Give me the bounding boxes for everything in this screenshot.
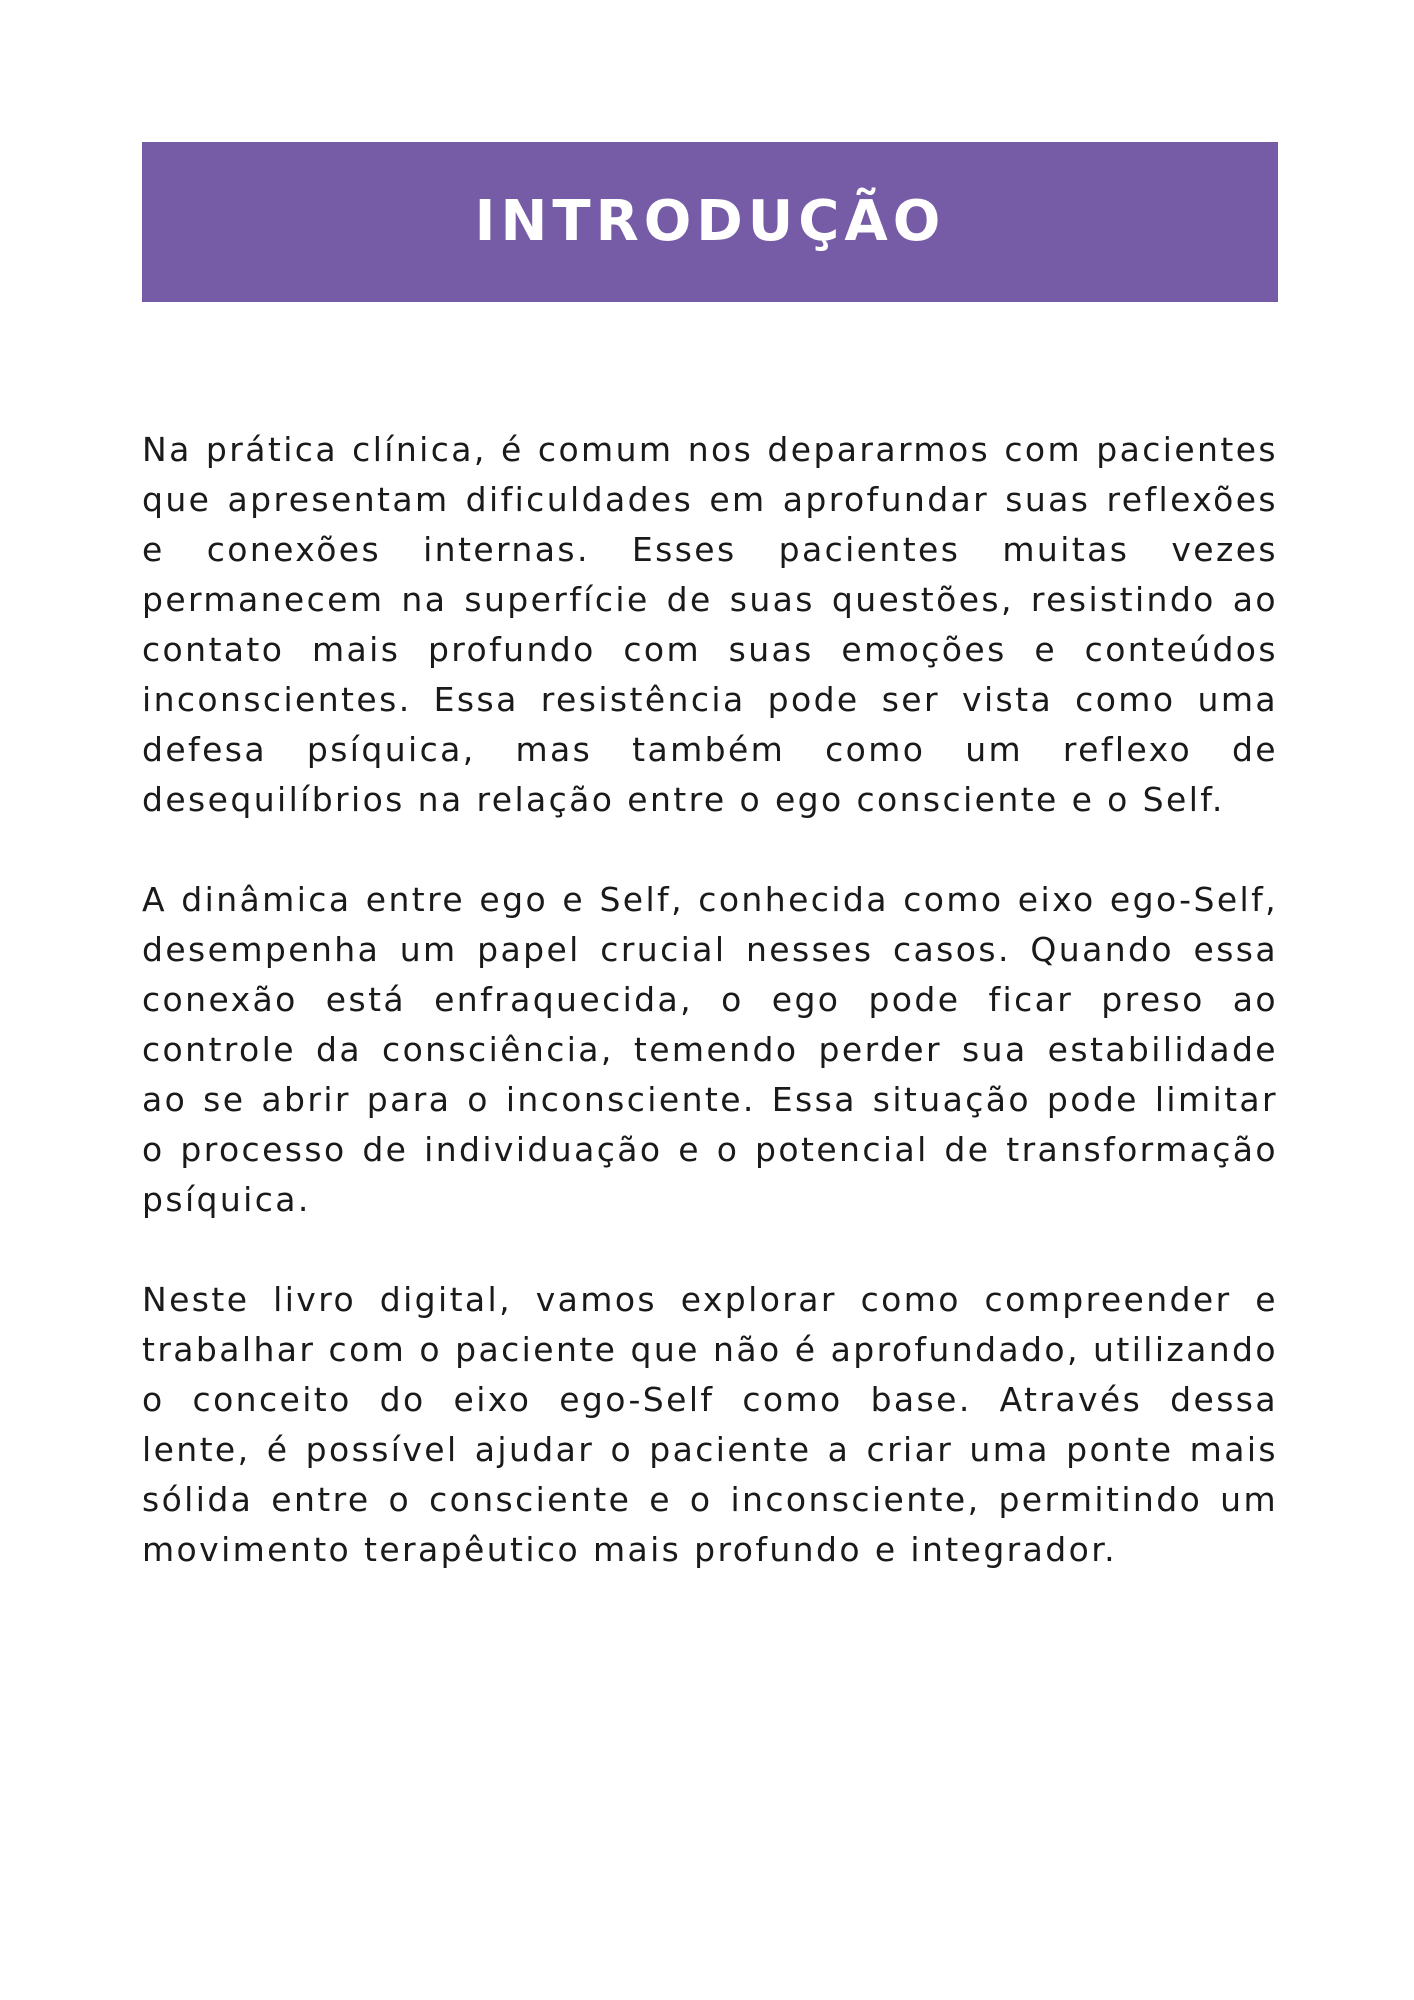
paragraph-2: A dinâmica entre ego e Self, conhecida como eixo ego-Self, desempenha um papel crucial nesses casos. Quando essa conexão está enfraquecida, o ego pode ficar preso ao controle da consciência, temendo perder sua estabilidade ao se abrir para o inconsciente. Essa situação pode limitar o processo de individuação e o potencial de transformação psíquica. (142, 880, 1278, 1219)
paragraph-3: Neste livro digital, vamos explorar como compreender e trabalhar com o paciente que não é aprofundado, utilizando o conceito do eixo ego-Self como base. Através dessa lente, é possível ajudar o paciente a criar uma ponte mais sólida entre o consciente e o inconsciente, permitindo um movimento terapêutico mais profundo e integrador. (142, 1280, 1278, 1569)
body-text (142, 425, 1278, 1575)
paragraph-1: Na prática clínica, é comum nos depararmos com pacientes que apresentam dificuldades em aprofundar suas reflexões e conexões internas. Esses pacientes muitas vezes permanecem na superfície de suas questões, resistindo ao contato mais profundo com suas emoções e conteúdos inconscientes. Essa resistência pode ser vista como uma defesa psíquica, mas também como um reflexo de desequilíbrios na relação entre o ego consciente e o Self. (142, 430, 1278, 819)
page-title: INTRODUÇÃO (474, 189, 946, 254)
title-banner (142, 142, 1278, 302)
